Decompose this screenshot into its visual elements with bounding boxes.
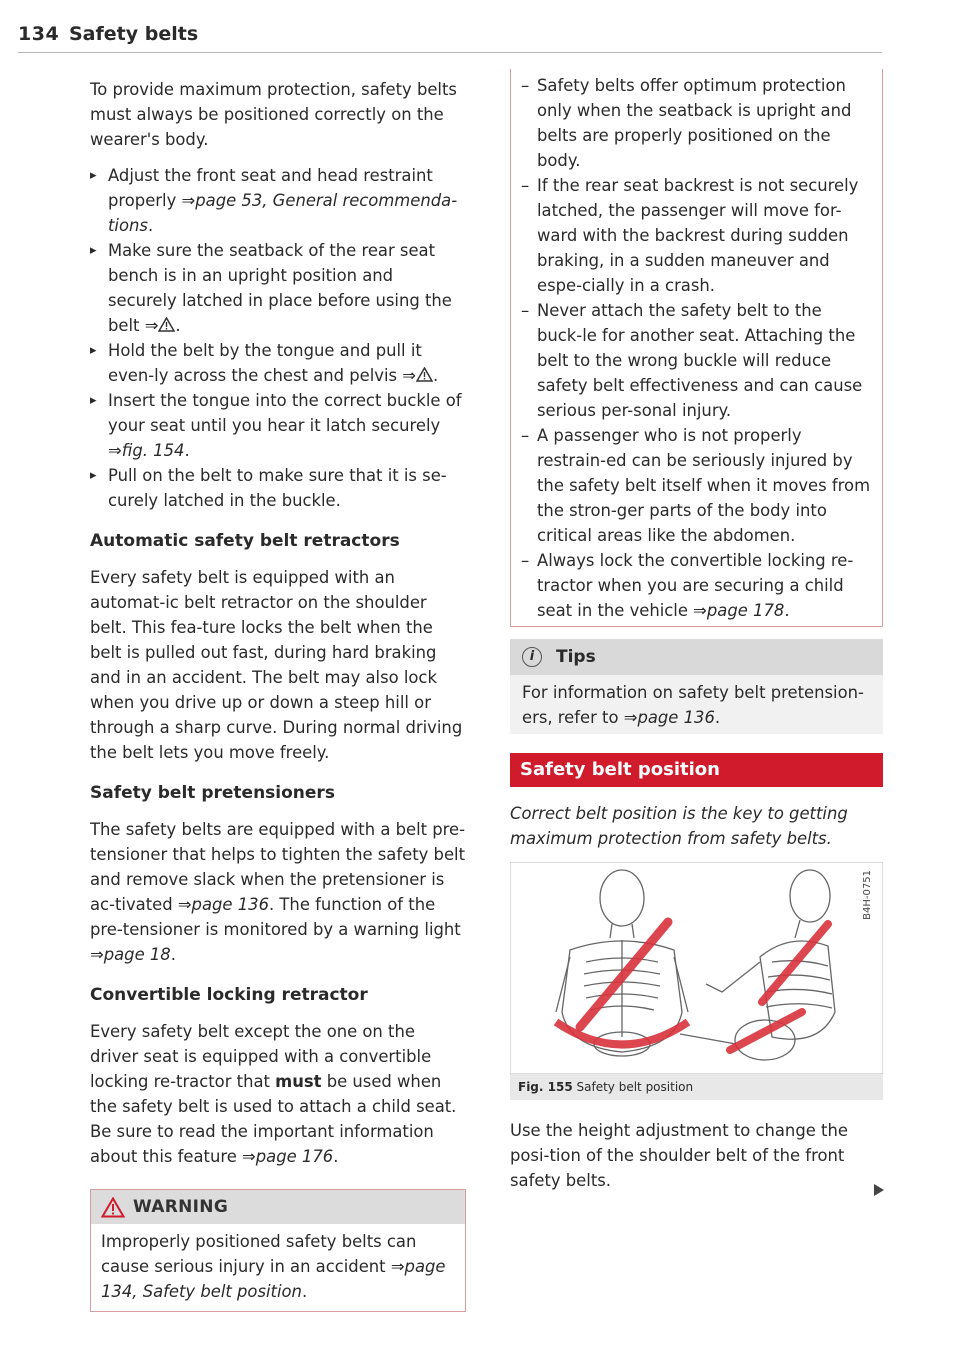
intro-paragraph: To provide maximum protection, safety belts must always be positioned correctly on the wearer's body.	[90, 80, 457, 149]
tips-header	[510, 639, 883, 675]
warning-link[interactable]: ⇒	[402, 366, 416, 385]
warning-continued-box	[510, 69, 883, 627]
left-column	[90, 77, 466, 1312]
warning-item: – Never attach the safety belt to the buck-le for another seat. Attaching the belt to the wrong buckle will reduce safety belt effectiveness and can cause serious per-sonal injury.	[521, 298, 872, 423]
heading-convertible: Convertible locking retractor	[90, 985, 368, 1005]
paragraph-height-adjustment: Use the height adjustment to change the posi-tion of the shoulder belt of the front safety belts.	[510, 1121, 848, 1190]
list-item: ▸ Hold the belt by the tongue and pull it even-ly across the chest and pelvis ⇒ .	[90, 338, 466, 388]
list-item: ▸ Adjust the front seat and head restraint properly ⇒page 53, General recommenda-tions.	[90, 163, 466, 238]
page-link[interactable]: ⇒page 176	[242, 1147, 334, 1166]
list-item: ▸ Insert the tongue into the correct buckle of your seat until you hear it latch securely ⇒fig. 154.	[90, 388, 466, 463]
warning-triangle-icon	[416, 367, 433, 382]
figure-link[interactable]: ⇒fig. 154	[108, 441, 185, 460]
page-link[interactable]: ⇒page 136	[177, 895, 269, 914]
page-link[interactable]: ⇒page 53, General recommenda-tions	[108, 191, 458, 235]
page-link[interactable]: ⇒page 178	[693, 601, 785, 620]
figure-caption: Fig. 155 Safety belt position	[510, 1074, 883, 1100]
right-column	[510, 77, 883, 1204]
warning-item: – Always lock the convertible locking re-tractor when you are securing a child seat in the vehicle ⇒page 178.	[521, 548, 872, 623]
heading-retractors: Automatic safety belt retractors	[90, 531, 400, 551]
continue-arrow-icon	[874, 1184, 884, 1196]
paragraph-convertible: Every safety belt except the one on the driver seat is equipped with a convertible locking re-tractor that must be used when the safety belt is used to attach a child seat. Be sure to read the important information about this feature ⇒page 176.	[90, 1022, 457, 1166]
page-number: 134	[18, 23, 60, 45]
warning-header	[91, 1190, 465, 1224]
belt-diagram-svg	[510, 862, 883, 1074]
section-title: Safety belt position	[510, 753, 883, 787]
tips-body: For information on safety belt pretension-ers, refer to ⇒page 136.	[510, 675, 883, 734]
instruction-list	[90, 163, 466, 513]
section-intro: Correct belt position is the key to getting maximum protection from safety belts.	[510, 804, 848, 848]
warning-item: – A passenger who is not properly restrain-ed can be seriously injured by the safety belt itself when it moves from the stron-ger parts of the body into critical areas like the abdomen.	[521, 423, 872, 548]
paragraph-retractors: Every safety belt is equipped with an automat-ic belt retractor on the shoulder belt. This fea-ture locks the belt when the belt is pulled out fast, during hard braking and in an accident. The belt may also lock when you drive up or down a steep hill or through a sharp curve. During normal driving the belt lets you move freely.	[90, 568, 463, 762]
warning-item: – If the rear seat backrest is not securely latched, the passenger will move for-ward with the backrest during sudden braking, in a sudden maneuver and espe-cially in a crash.	[521, 173, 872, 298]
warning-triangle-icon	[158, 317, 175, 332]
page-link[interactable]: ⇒page 134, Safety belt position	[101, 1257, 446, 1301]
warning-title: WARNING	[133, 1197, 229, 1217]
warning-item: – Safety belts offer optimum protection only when the seatback is upright and belts are properly positioned on the body.	[521, 73, 872, 173]
tips-title: Tips	[556, 647, 596, 667]
page-link[interactable]: ⇒page 136	[623, 708, 715, 727]
page-link[interactable]: ⇒page 18	[90, 945, 171, 964]
warning-link[interactable]: ⇒	[144, 316, 159, 335]
chapter-title: Safety belts	[69, 23, 199, 45]
warning-box	[90, 1189, 466, 1312]
figure-code: B4H-0751	[862, 870, 873, 920]
figure	[510, 862, 883, 1100]
page-header	[18, 22, 882, 53]
belt-position-illustration	[510, 862, 883, 1074]
paragraph-pretensioners: The safety belts are equipped with a belt pre-tensioner that helps to tighten the safety belt and remove slack when the pretensioner is ac-tivated ⇒page 136. The function of the pre-tensioner is monitored by a warning light ⇒page 18.	[90, 820, 466, 964]
heading-pretensioners: Safety belt pretensioners	[90, 783, 335, 803]
list-item: ▸ Make sure the seatback of the rear seat bench is in an upright position and securely latched in place before using the belt ⇒ .	[90, 238, 466, 338]
list-item: ▸ Pull on the belt to make sure that it is se-curely latched in the buckle.	[90, 463, 466, 513]
warning-triangle-icon	[101, 1197, 125, 1218]
warning-body: Improperly positioned safety belts can cause serious injury in an accident ⇒page 134, Safety belt position.	[101, 1232, 446, 1301]
info-icon: i	[522, 647, 542, 667]
